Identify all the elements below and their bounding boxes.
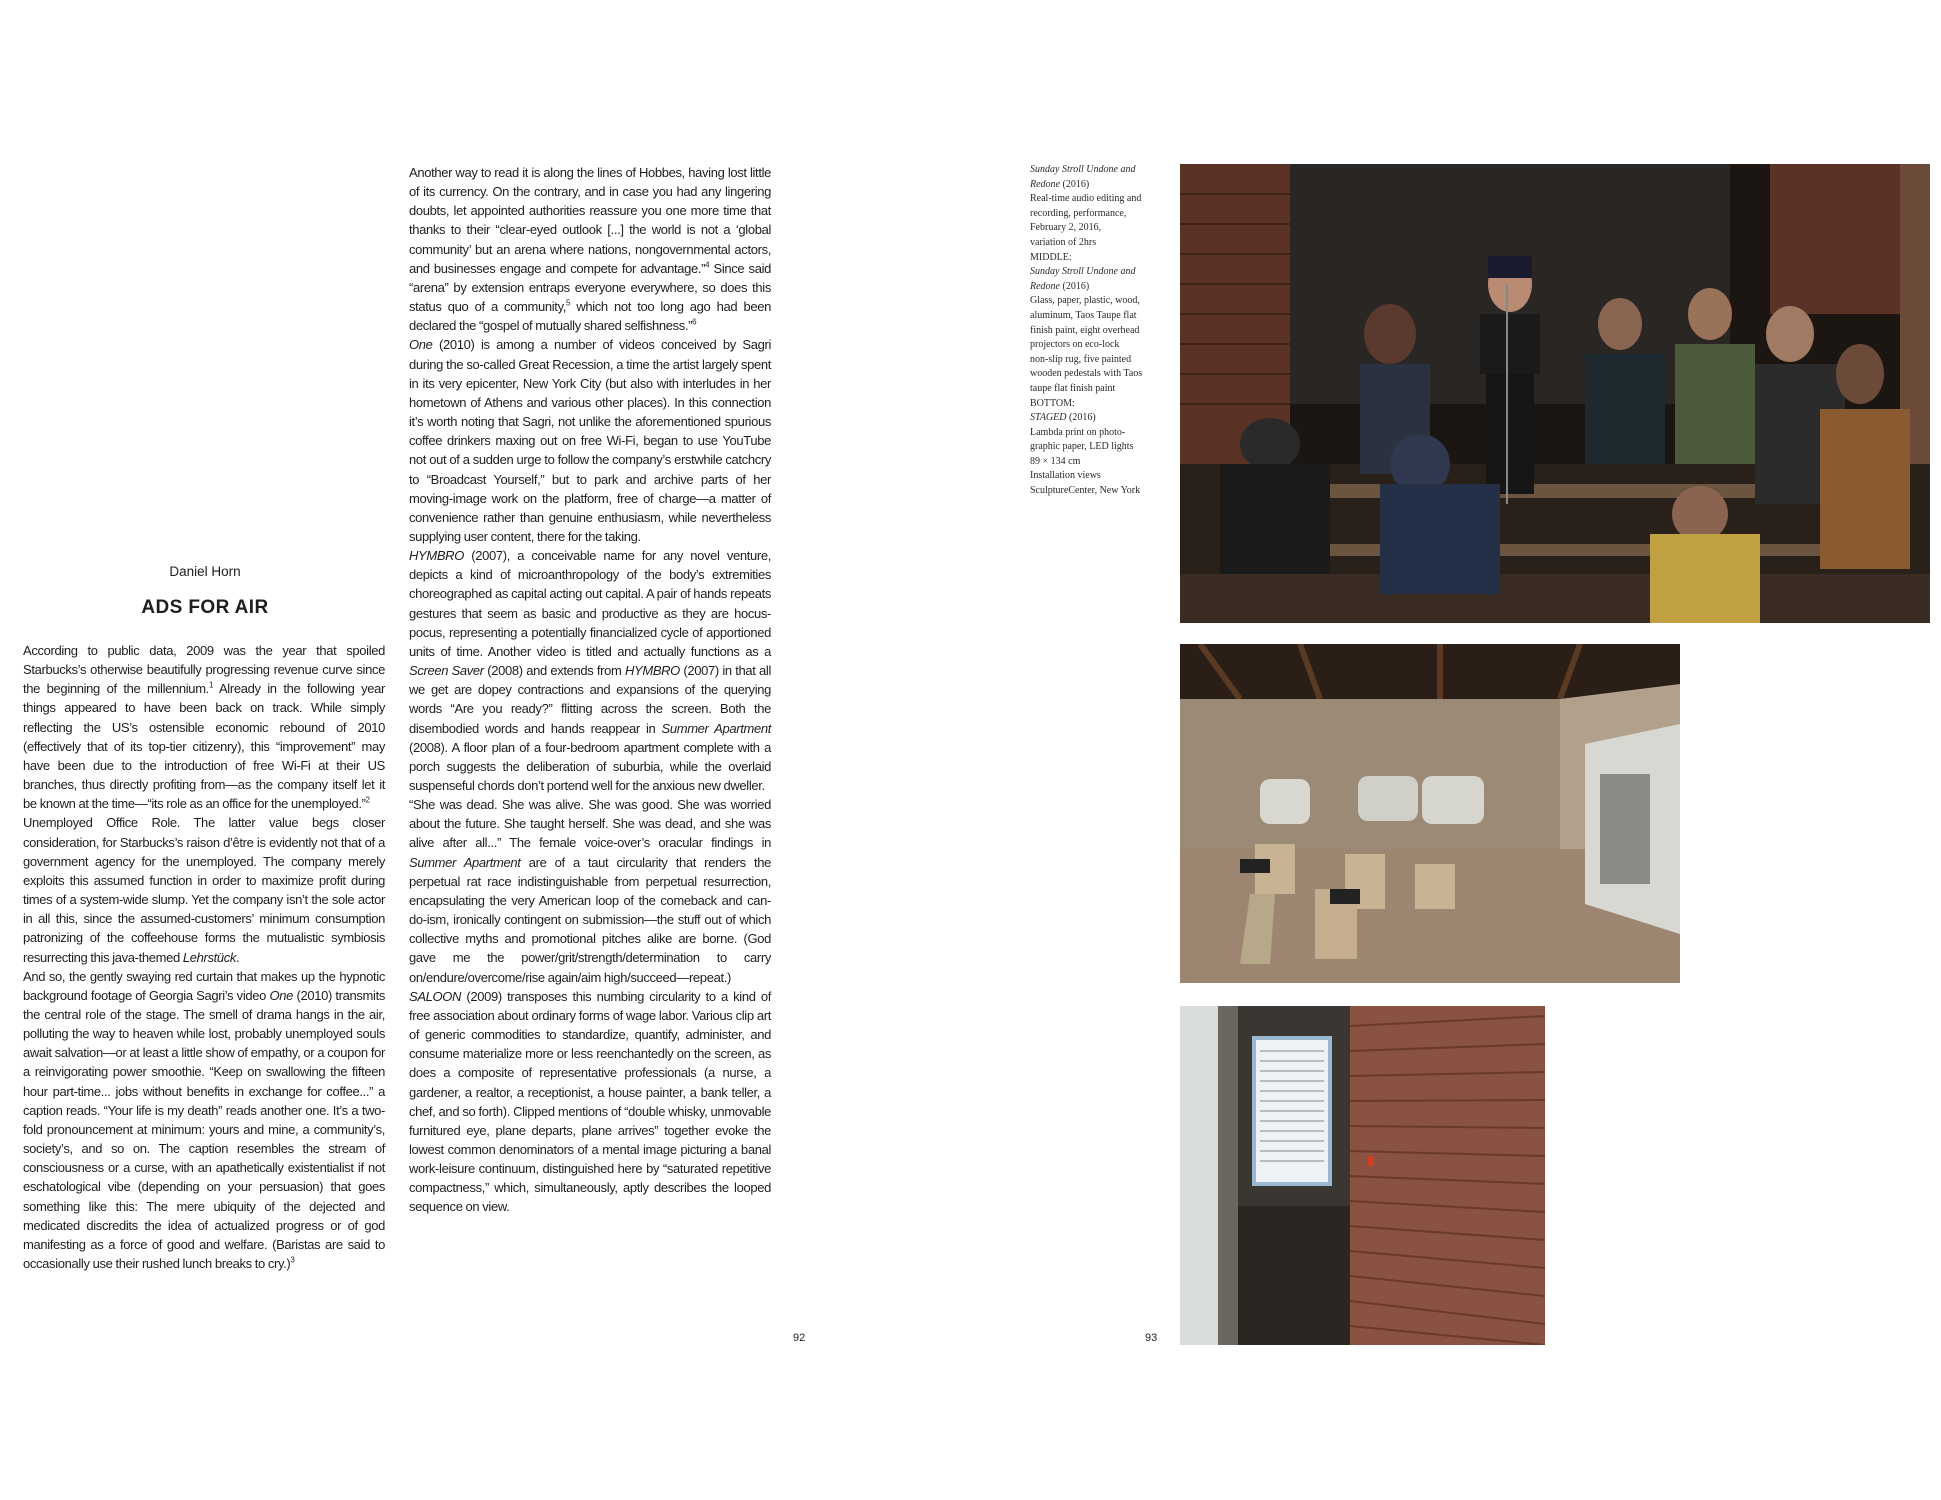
- paragraph: According to public data, 2009 was the year that spoiled Starbucks’s otherwise beautifully progressing revenue curve since the beginning of the millennium.$^1$ Already in the following year things appeared to have been back on track. While simply reflecting the US’s ostensible economic rebound of 2010 (effectively that of its top-tier citizenry), this “improvement” may have been due to the introduction of free Wi-Fi at their US branches, thus directly profiting from—as the company itself let it be known at the time—“its role as an office for the unemployed.”$^2$: [23, 643, 385, 812]
- paragraph: And so, the gently swaying red curtain that makes up the hypnotic background footage of Georgia Sagri’s video One (2010) transmits the central role of the stage. The smell of drama hangs in the air, polluting the way to heaven while lost, probably unemployed souls await salvation—or at least a little show of empathy, or a coupon for a reinvigorating power smoothie. “Keep on swallowing the fifteen hour part-time... jobs without benefits in exchange for coffee...” a caption reads. “Your life is my death” reads another one. It’s a two-fold pronouncement at minimum: yours and mine, a community’s, society’s, and so on. The caption resembles the stream of consciousness or a curse, with an apathetically existentialist if not eschatological vibe (depending on your persuasion) that goes something like this: The mere ubiquity of the dejected and medicated discredits the idea of actualized progress or of god manifesting as a force of good and welfare. (Baristas are said to occasionally use their rushed lunch breaks to cry.)$^3$: [23, 968, 385, 1271]
- paragraph: Unemployed Office Role. The latter value begs closer consideration, for Starbucks’s raison d’être is evidently not that of a government agency for the unemployed. The company merely exploits this assumed function in order to maximize profit during times of a system-wide slump. Yet the company isn’t the sole actor in all this, since the assumed-customers’ minimum consumption patronizing of the coffeehouse forms the mutualistic symbiosis resurrecting this java-themed Lehrstück.: [23, 815, 385, 965]
- image-caption: Sunday Stroll Undone and Redone (2016) Real-time audio editing and recording, performance, February 2, 2016, variation of 2hrs MIDDLE: Sunday Stroll Undone and Redone (2016) Glass, paper, plastic, wood, aluminum, Taos Taupe flat finish paint, eight overhead projectors on eco-lock non-slip rug, five painted wooden pedestals with Taos taupe flat finish paint BOTTOM: STAGED (2016) Lambda print on photo- graphic paper, LED lights 89 × 134 cm Installation views SculptureCenter, New York: [1030, 164, 1143, 497]
- text-column-middle: [409, 163, 771, 1217]
- paragraph: Another way to read it is along the lines of Hobbes, having lost little of its currency. On the contrary, and in case you had any lingering doubts, let appointed authorities reassure you one more time that thanks to their “clear-eyed outlook [...] the world is not a ‘global community’ but an arena where nations, nongovernmental actors, and businesses engage and compete for advantage.”$^4$ Since said “arena” by extension entraps everyone everywhere, so does this status quo of a community,$^5$ which not too long ago had been declared the “gospel of mutually shared selfishness.”$^6$: [409, 165, 771, 334]
- article-title: ADS FOR AIR: [141, 597, 269, 618]
- paragraph: One (2010) is among a number of videos conceived by Sagri during the so-called Great Recession, a time the artist largely spent in its very epicenter, New York City (but also with interludes in her hometown of Athens and various other places). In this connection it’s worth noting that Sagri, not unlike the aforementioned spurious coffee drinkers maxing out on free Wi-Fi, began to use YouTube not out of a sudden urge to follow the company’s erstwhile catchcry to “Broadcast Yourself,” but to park and archive parts of her moving-image work on the platform, free of charge—a matter of convenience rather than genuine enthusiasm, while nevertheless supplying user content, there for the taking.: [409, 337, 771, 544]
- installation-photo: [1180, 644, 1680, 983]
- paragraph: “She was dead. She was alive. She was good. She was worried about the future. She taught herself. She was dead, and she was alive after all...” The female voice-over’s oracular findings in Summer Apartment are of a taut circularity that renders the perpetual rat race indistinguishable from perpetual resurrection, encapsulating the very American loop of the comeback and can-do-ism, ironically contingent on submission—the stuff out of which collective myths and promotional pitches alike are borne. (God gave me the power/grit/strength/determination to carry on/endure/overcome/rise again/aim high/succeed—repeat.): [409, 797, 772, 985]
- page-number-right: 93: [1145, 1332, 1158, 1344]
- author-name: Daniel Horn: [169, 564, 241, 579]
- performance-photo: [1180, 164, 1930, 623]
- lightbox-photo: [1180, 1006, 1545, 1345]
- page-number-left: 92: [793, 1332, 806, 1344]
- paragraph: SALOON (2009) transposes this numbing circularity to a kind of free association about ordinary forms of wage labor. Various clip art of generic commodities to standardize, quantify, administer, and consume materialize more or less reenchantedly on the screen, as does a composite of representative professionals (a nurse, a gardener, a realtor, a receptionist, a house painter, a bank teller, a chef, and so forth). Clipped mentions of “double whisky, unmovable furnitured eye, plane departs, plane arrives” together evoke the lowest common denominators of a mental image picturing a banal work-leisure continuum, distinguished here by “saturated repetitive compactness,” which, simultaneously, aptly describes the looped sequence on view.: [409, 988, 771, 1215]
- text-column-left: [23, 641, 385, 1273]
- paragraph: HYMBRO (2007), a conceivable name for any novel venture, depicts a kind of microanthropology of the body’s extremities choreographed as capital acting out capital. A pair of hands repeats gestures that seem as basic and productive as they are hocus-pocus, representing a potentially financialized cycle of apportioned units of time. Another video is titled and actually functions as a Screen Saver (2008) and extends from HYMBRO (2007) in that all we get are dopey contractions and expansions of the querying words “Are you ready?” flitting across the screen. Both the disembodied words and hands reappear in Summer Apartment (2008). A floor plan of a four-bedroom apartment complete with a porch suggests the deliberation of suburbia, while the overlaid suspenseful chords don’t portend well for the anxious new dweller.: [409, 548, 772, 793]
